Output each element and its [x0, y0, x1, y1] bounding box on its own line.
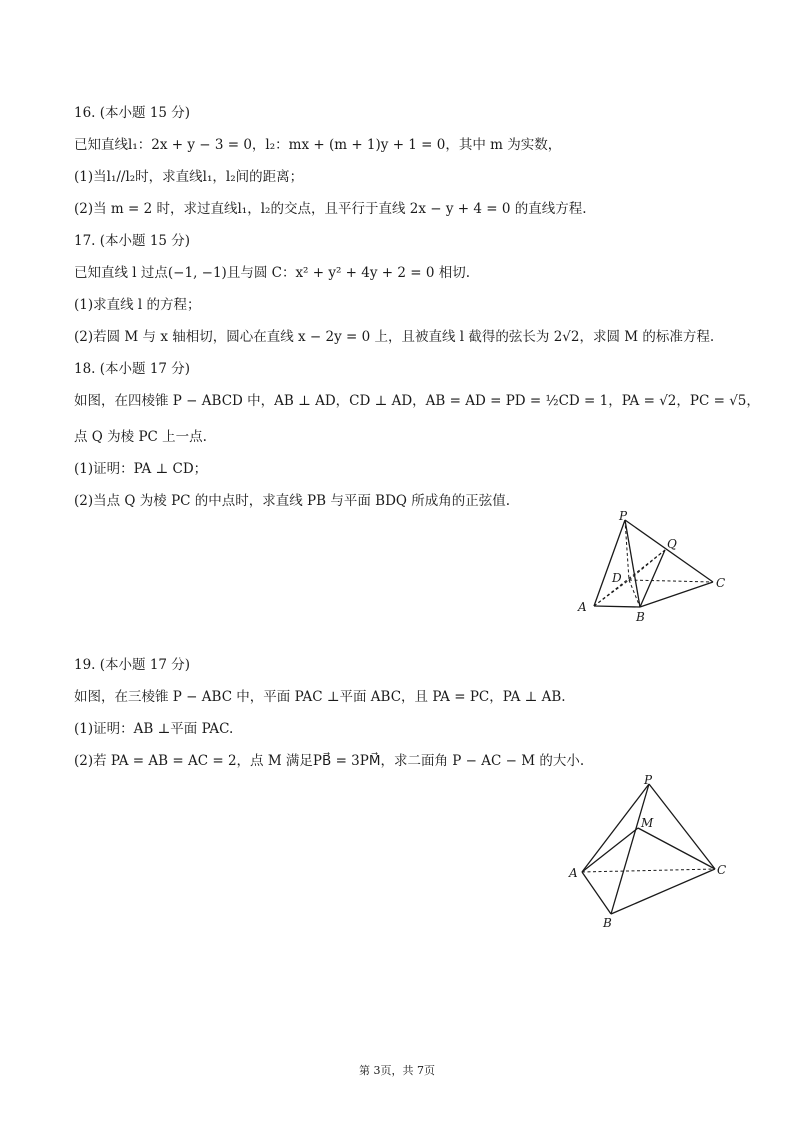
problem-16-part-1: (1)当l₁//l₂时，求直线l₁，l₂间的距离；	[74, 169, 304, 185]
problem-16-statement: 已知直线l₁：2x + y − 3 = 0，l₂：mx + (m + 1)y + 1 = 0，其中 m 为实数，	[74, 137, 562, 153]
fig18-label-c: C	[716, 576, 726, 590]
problem-16-header: 16. (本小题 15 分)	[74, 105, 191, 121]
problem-18-part-1: (1)证明：PA ⊥ CD；	[74, 461, 208, 477]
fig18-label-a: A	[578, 600, 587, 614]
fig19-label-p: P	[644, 773, 653, 787]
problem-16-part-2: (2)当 m = 2 时，求过直线l₁，l₂的交点，且平行于直线 2x − y + 4 = 0 的直线方程.	[74, 201, 587, 217]
pyramid-pabc-figure	[565, 768, 740, 933]
problem-19-part-2: (2)若 PA = AB = AC = 2，点 M 满足PB⃗ = 3PM⃗，求二面角 P − AC − M 的大小.	[74, 753, 585, 769]
fig19-label-a: A	[569, 866, 578, 880]
problem-17-header: 17. (本小题 15 分)	[74, 233, 191, 249]
fig18-label-q: Q	[667, 537, 677, 551]
problem-18-statement: 如图，在四棱锥 P − ABCD 中，AB ⊥ AD，CD ⊥ AD，AB = AD = PD = ½CD = 1，PA = √2，PC = √5，	[74, 393, 760, 409]
fig19-label-c: C	[717, 863, 727, 877]
pyramid-pabcd-figure	[570, 508, 740, 628]
problem-19-header: 19. (本小题 17 分)	[74, 657, 191, 673]
problem-17-part-1: (1)求直线 l 的方程；	[74, 297, 201, 313]
problem-17-part-2: (2)若圆 M 与 x 轴相切，圆心在直线 x − 2y = 0 上，且被直线 l 截得的弦长为 2√2，求圆 M 的标准方程.	[74, 329, 715, 345]
problem-19-statement: 如图，在三棱锥 P − ABC 中，平面 PAC ⊥平面 ABC，且 PA = PC，PA ⊥ AB.	[74, 689, 566, 705]
problem-18-statement-cont: 点 Q 为棱 PC 上一点.	[74, 429, 207, 445]
fig19-label-b: B	[603, 916, 612, 930]
problem-19-part-1: (1)证明：AB ⊥平面 PAC.	[74, 721, 234, 737]
problem-17-statement: 已知直线 l 过点(−1, −1)且与圆 C：x² + y² + 4y + 2 = 0 相切.	[74, 265, 471, 281]
fig18-label-p: P	[619, 509, 628, 523]
problem-18-header: 18. (本小题 17 分)	[74, 361, 191, 377]
fig18-label-d: D	[612, 571, 622, 585]
fig18-label-b: B	[636, 610, 645, 624]
fig19-label-m: M	[641, 816, 654, 830]
problem-18-part-2: (2)当点 Q 为棱 PC 的中点时，求直线 PB 与平面 BDQ 所成角的正弦值.	[74, 493, 511, 509]
page-footer: 第 3页，共 7页	[359, 1064, 435, 1077]
